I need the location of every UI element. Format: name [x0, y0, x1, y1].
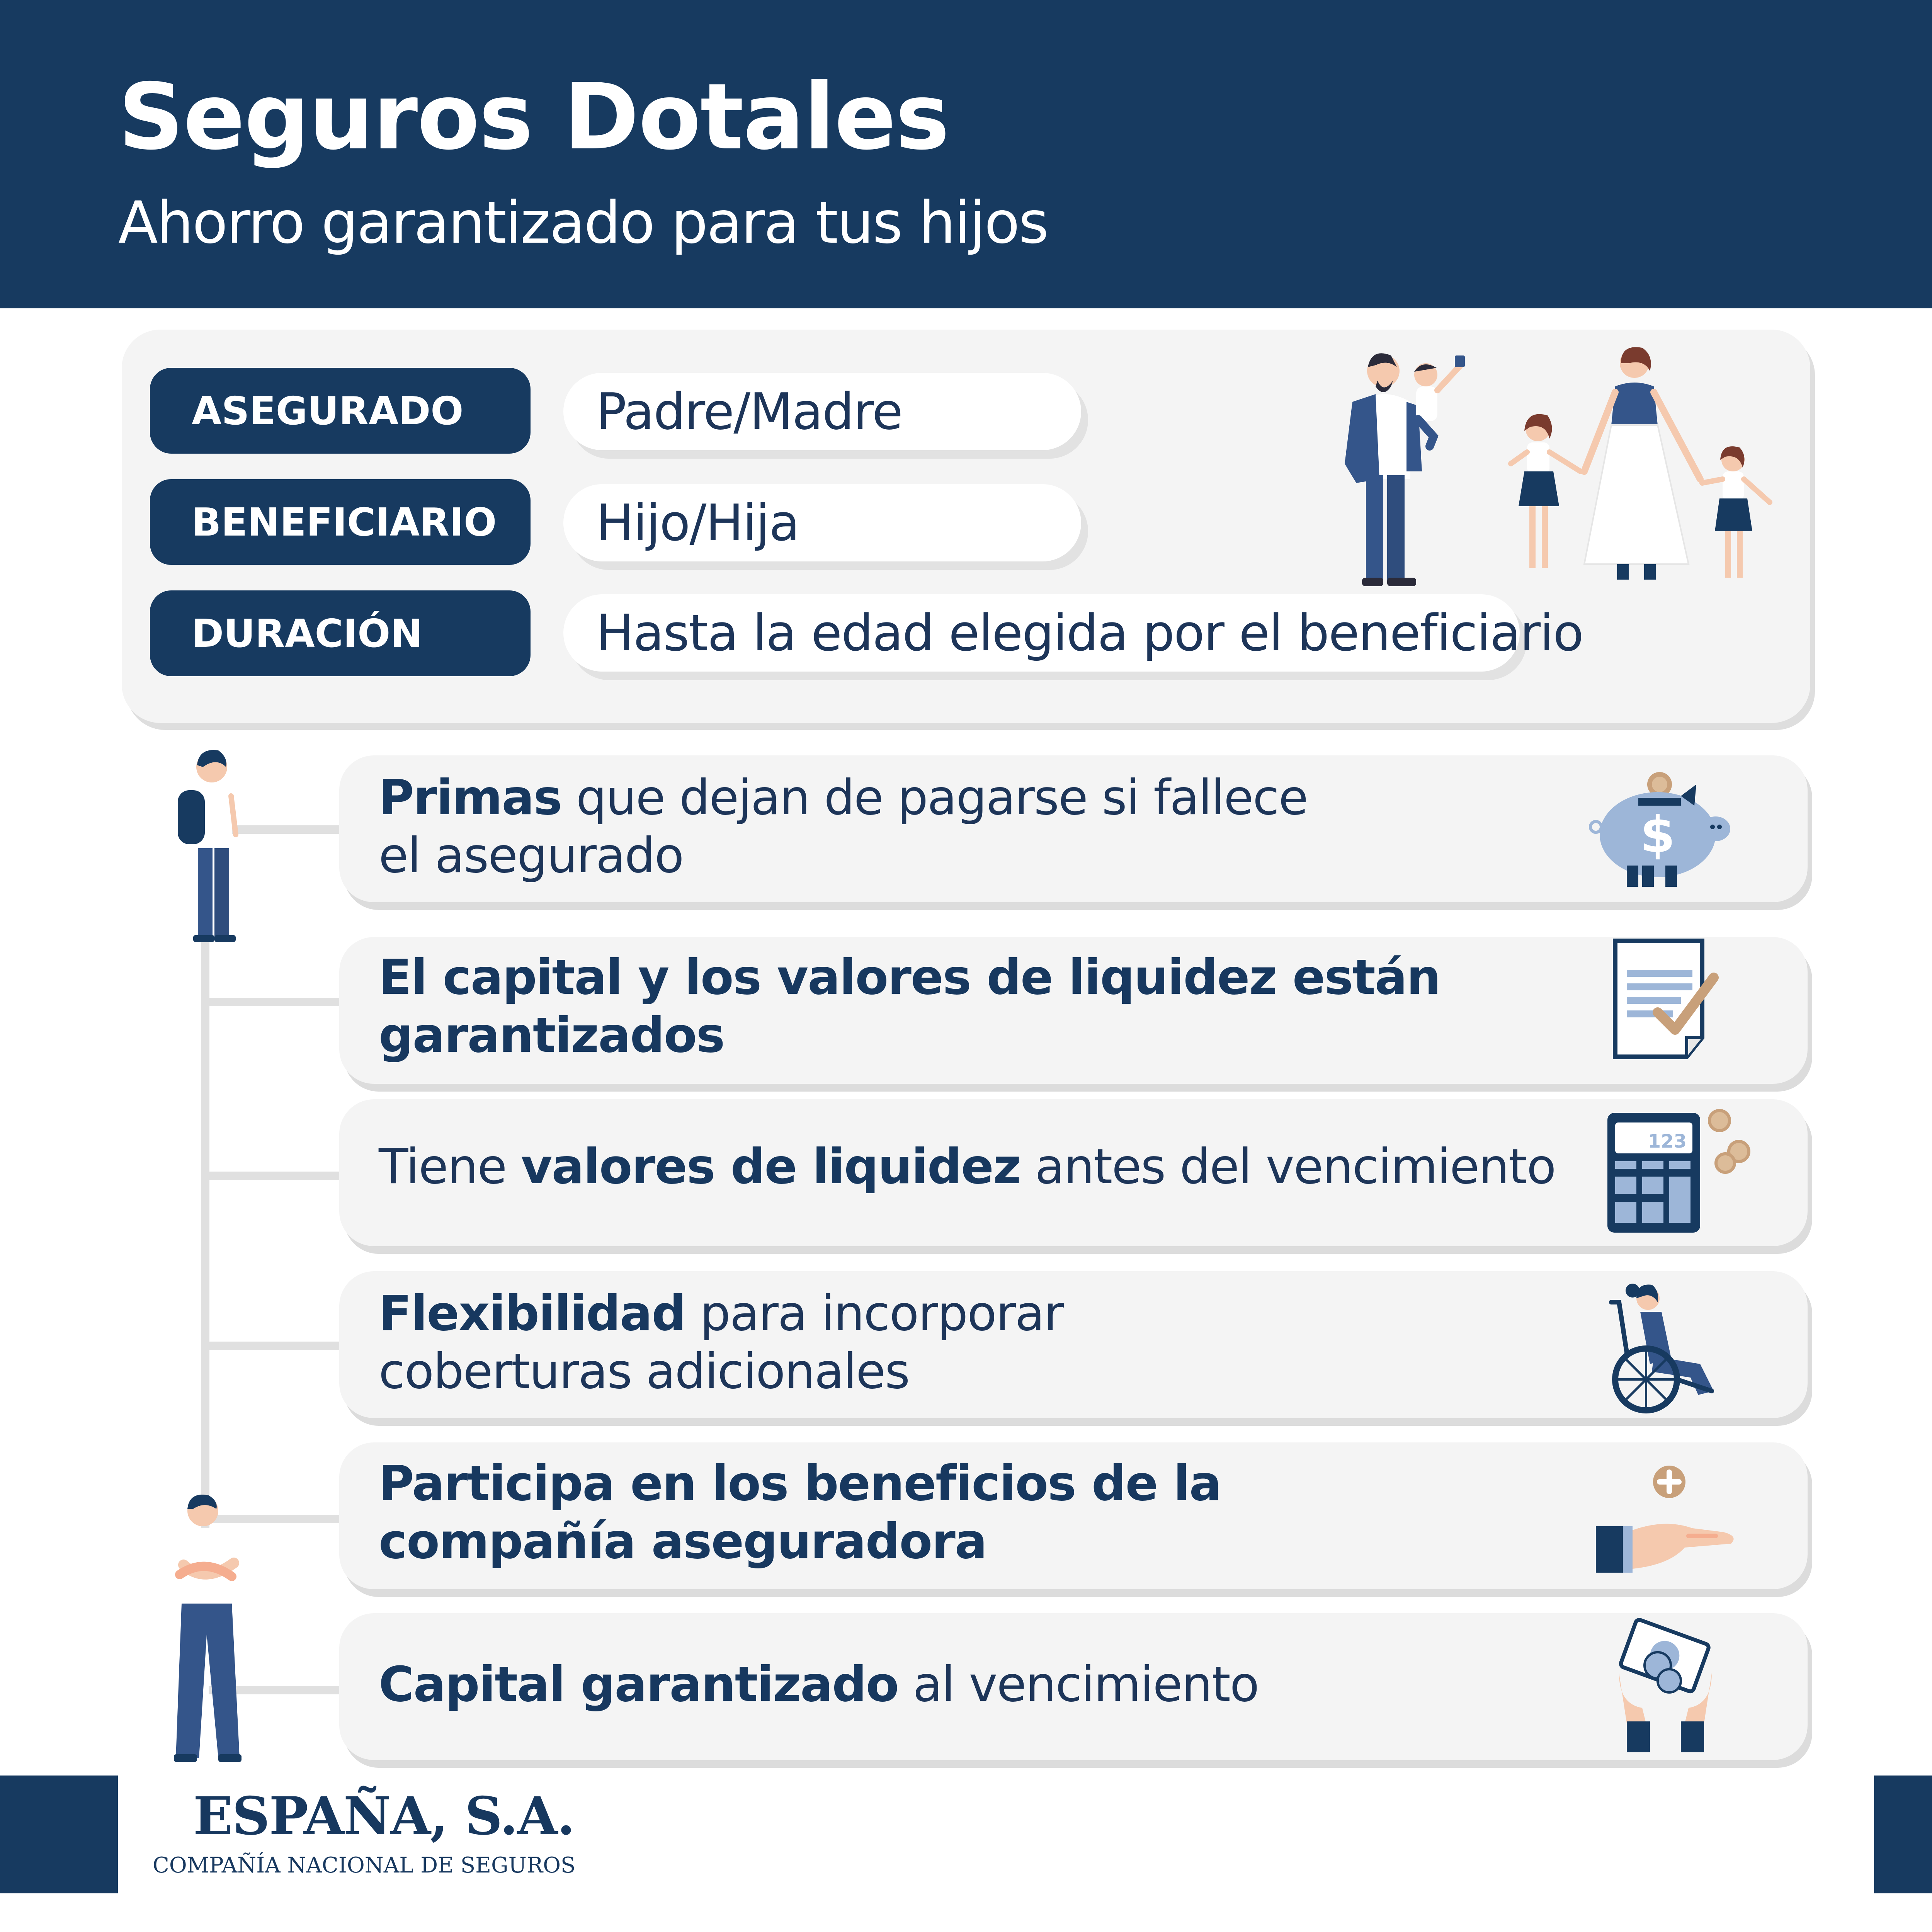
young-man-icon: [166, 1488, 259, 1766]
family-illustration-icon: [1329, 344, 1793, 595]
feature-line2: coberturas adicionales: [379, 1344, 910, 1400]
feature-text-primas: [379, 769, 1308, 885]
value-duracion: Hasta la edad elegida por el beneficiario: [563, 594, 1520, 672]
feature-bold: Capital garantizado: [379, 1656, 898, 1713]
feature-rest: para incorporar: [685, 1286, 1063, 1342]
feature-rest: que dejan de pagarse si fallece: [561, 770, 1308, 826]
page-subtitle: Ahorro garantizado para tus hijos: [118, 189, 1048, 257]
wheelchair-icon: [1604, 1275, 1727, 1414]
feature-text-valores-liquidez: [379, 1138, 1555, 1196]
feature-bold-line1: Participa en los beneficios de la: [379, 1456, 1221, 1512]
feature-bold-line2: compañía aseguradora: [379, 1514, 987, 1570]
timeline-connector: [209, 1172, 340, 1180]
timeline-connector: [209, 998, 340, 1006]
hands-money-icon: [1611, 1615, 1719, 1754]
timeline-line: [201, 920, 209, 1530]
hand-plus-icon: [1592, 1461, 1747, 1577]
feature-line2: el asegurado: [379, 828, 684, 884]
calculator-coins-icon: [1604, 1109, 1758, 1236]
feature-bold-line1: El capital y los valores de liquidez están: [379, 949, 1440, 1005]
feature-bold: valores de liquidez: [521, 1139, 1020, 1195]
label-beneficiario: BENEFICIARIO: [150, 479, 531, 565]
feature-bold: Flexibilidad: [379, 1286, 685, 1342]
calculator-display: 123: [1648, 1131, 1687, 1152]
piggy-bank-icon: [1588, 769, 1735, 889]
feature-text-capital-liquidez: [379, 949, 1440, 1065]
feature-bold-line2: garantizados: [379, 1007, 724, 1063]
feature-pre: Tiene: [379, 1139, 521, 1195]
boy-backpack-icon: [166, 746, 243, 947]
feature-text-beneficios: [379, 1455, 1221, 1571]
feature-bold: Primas: [379, 770, 562, 826]
timeline-connector: [209, 1342, 340, 1350]
brand-logo-name: ESPAÑA, S.A.: [193, 1785, 575, 1847]
svg-text:$: $: [1640, 805, 1675, 864]
feature-text-capital-vencimiento: [379, 1656, 1259, 1714]
label-asegurado: ASEGURADO: [150, 368, 531, 454]
value-beneficiario: Hijo/Hija: [563, 484, 1081, 561]
footer-corner-right: [1874, 1776, 1932, 1893]
document-check-icon: [1607, 935, 1723, 1066]
feature-text-flexibilidad: [379, 1285, 1063, 1401]
feature-post: antes del vencimiento: [1020, 1139, 1556, 1195]
feature-post: al vencimiento: [898, 1656, 1259, 1713]
brand-tagline: COMPAÑÍA NACIONAL DE SEGUROS: [153, 1853, 576, 1878]
footer-corner-left: [0, 1776, 118, 1893]
value-asegurado: Padre/Madre: [563, 373, 1081, 450]
label-duracion: DURACIÓN: [150, 590, 531, 676]
page-title: Seguros Dotales: [118, 64, 949, 170]
